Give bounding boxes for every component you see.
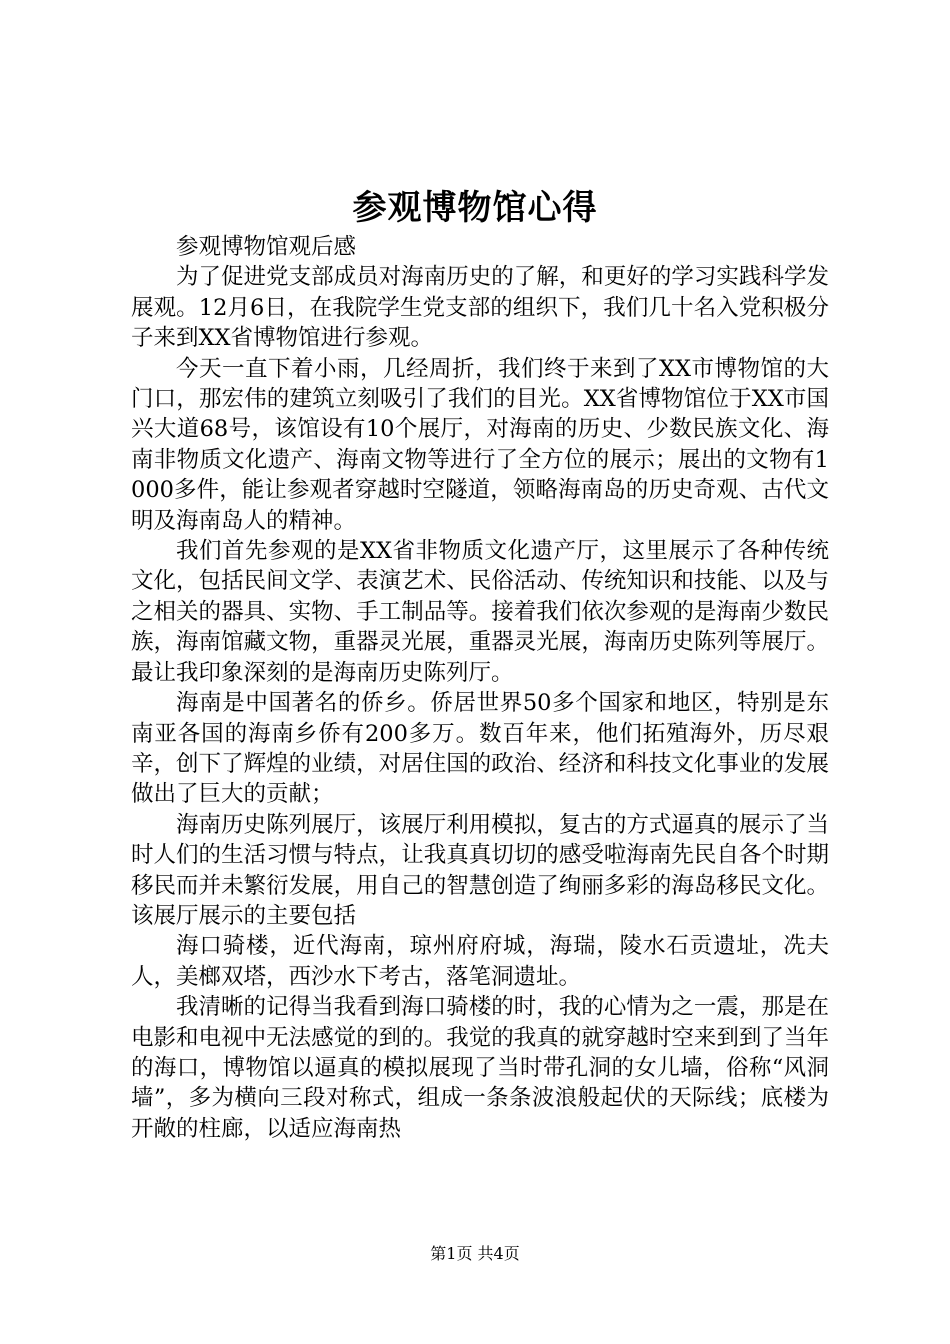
paragraph: 我们首先参观的是XX省非物质文化遗产厅，这里展示了各种传统文化，包括民间文学、表演艺术、民俗活动、传统知识和技能、以及与之相关的器具、实物、手工制品等。接着我们依次参观的是海南少数民族，海南馆藏文物，重器灵光展，重器灵光展，海南历史陈列等展厅。最让我印象深刻的是海南历史陈列厅。 <box>131 538 829 686</box>
paragraph: 海口骑楼，近代海南，琼州府府城，海瑞，陵水石贡遗址，冼夫人，美榔双塔，西沙水下考古，落笔洞遗址。 <box>131 933 829 990</box>
document-body <box>131 232 829 1144</box>
paragraph: 海南是中国著名的侨乡。侨居世界50多个国家和地区，特别是东南亚各国的海南乡侨有200多万。数百年来，他们拓殖海外，历尽艰辛，创下了辉煌的业绩，对居住国的政治、经济和科技文化事业的发展做出了巨大的贡献； <box>131 690 829 808</box>
document-title: 参观博物馆心得 <box>352 188 598 228</box>
paragraph: 海南历史陈列展厅，该展厅利用模拟，复古的方式逼真的展示了当时人们的生活习惯与特点，让我真真切切的感受啦海南先民自各个时期移民而并未繁衍发展，用自己的智慧创造了绚丽多彩的海岛移民文化。该展厅展示的主要包括 <box>131 811 829 929</box>
page-number-footer: 第1页 共4页 <box>430 1244 520 1263</box>
paragraph-subtitle: 参观博物馆观后感 <box>176 234 357 260</box>
paragraph: 为了促进党支部成员对海南历史的了解，和更好的学习实践科学发展观。12月6日，在我院学生党支部的组织下，我们几十名入党积极分子来到XX省博物馆进行参观。 <box>131 264 829 352</box>
paragraph: 今天一直下着小雨，几经周折，我们终于来到了XX市博物馆的大门口，那宏伟的建筑立刻吸引了我们的目光。XX省博物馆位于XX市国兴大道68号，该馆设有10个展厅，对海南的历史、少数民族文化、海南非物质文化遗产、海南文物等进行了全方位的展示；展出的文物有1000多件，能让参观者穿越时空隧道，领略海南岛的历史奇观、古代文明及海南岛人的精神。 <box>131 355 829 534</box>
paragraph: 我清晰的记得当我看到海口骑楼的时，我的心情为之一震，那是在电影和电视中无法感觉的到的。我觉的我真的就穿越时空来到到了当年的海口，博物馆以逼真的模拟展现了当时带孔洞的女儿墙，俗称“风洞墙”，多为横向三段对称式，组成一条条波浪般起伏的天际线；底楼为开敞的柱廊，以适应海南热 <box>131 994 829 1142</box>
